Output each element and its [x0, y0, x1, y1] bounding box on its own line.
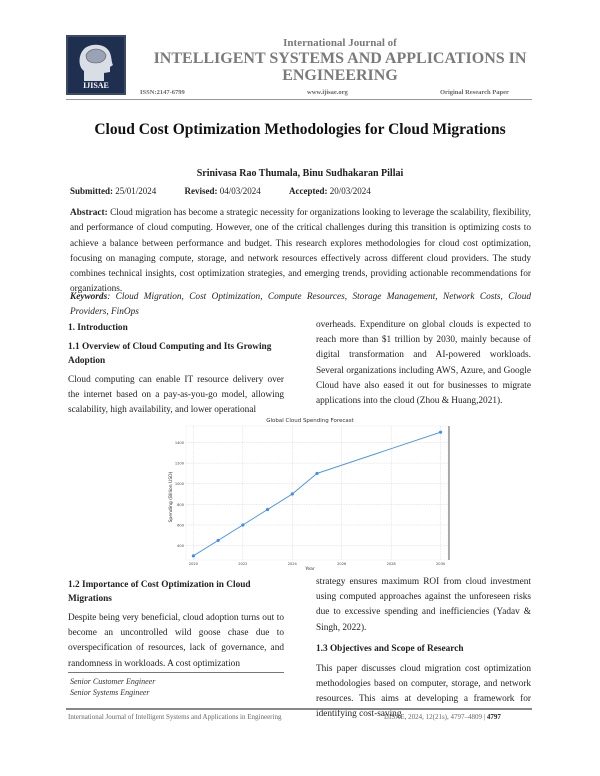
authors: Srinivasa Rao Thumala, Binu Sudhakaran Pillai: [196, 168, 404, 179]
journal-name-line2: ENGINEERING: [282, 67, 398, 84]
x-tick-label: 2020: [188, 562, 198, 566]
submitted-label: Submitted:: [70, 186, 114, 196]
website-link[interactable]: www.ijisae.org: [307, 89, 348, 96]
y-tick-label: 1200: [174, 461, 184, 466]
y-tick-label: 1400: [174, 440, 184, 445]
paragraph: This paper discusses cloud migration cost optimization methodologies based on computer, storage, and network resources. This aims at developing a framework for identifying cost-saving: [316, 663, 531, 720]
keywords-label: Keywords: [70, 292, 108, 302]
paragraph: overheads. Expenditure on global clouds is expected to reach more than $1 trillion by 2030, mainly because of digital transformation and AI-powered workloads. Several organizations including AWS, Azure, and Google Cloud have also eased it out for businesses to migrate applications into the cloud (Zhou & Huang,2021).: [316, 320, 531, 407]
submitted-date: 25/01/2024: [115, 186, 157, 196]
footnote: Senior Customer Engineer: [70, 677, 156, 686]
footnote: Senior Systems Engineer: [70, 688, 150, 697]
issn: ISSN:2147-6799: [140, 89, 185, 96]
accepted-label: Accepted:: [289, 186, 328, 196]
footer-divider: [66, 708, 532, 710]
intro-left: [68, 321, 284, 419]
x-tick-label: 2022: [238, 562, 248, 566]
accepted-date: 20/03/2024: [329, 186, 371, 196]
keywords-text: : Cloud Migration, Cost Optimization, Compute Resources, Storage Management, Network Costs, Cloud Providers, FinOps: [70, 292, 531, 318]
revised-label: Revised:: [184, 186, 218, 196]
brain-head-icon: [76, 41, 116, 83]
paragraph: strategy ensures maximum ROI from cloud investment using computed approaches against the unforeseen risks due to excessive spending and inefficiencies (Yadav & Singh, 2022).: [316, 577, 531, 633]
paper-title: Cloud Cost Optimization Methodologies for Cloud Migrations: [94, 121, 506, 138]
journal-logo: [66, 35, 126, 95]
data-point: [439, 431, 442, 434]
section-heading: 1.3 Objectives and Scope of Research: [316, 643, 464, 654]
series-line: [193, 432, 440, 556]
section-1-2: [68, 578, 284, 672]
y-tick-label: 800: [177, 502, 184, 507]
y-axis-label: Spending (Billion USD): [169, 471, 174, 523]
dates-row: [70, 186, 371, 196]
logo-text: IJISAE: [83, 81, 109, 90]
y-tick-label: 600: [177, 523, 184, 528]
abstract-label: Abstract:: [70, 208, 108, 218]
spending-forecast-chart: [160, 412, 460, 572]
data-point: [217, 539, 220, 542]
x-tick-label: 2024: [287, 562, 297, 566]
chart-title: Global Cloud Spending Forecast: [266, 418, 354, 424]
x-tick-label: 2030: [436, 562, 446, 566]
citation-text: IJISAE, 2024, 12(21s), 4797–4809 |: [384, 713, 486, 721]
header-divider: [66, 99, 532, 100]
journal-pre: International Journal of: [283, 37, 397, 49]
abstract-text: Cloud migration has become a strategic necessity for organizations looking to leverage the scalability, flexibility, and performance of cloud computing. However, one of the critical challenges during this transition is optimizing costs to achieve a balance between performance and budget. This research explores methodologies for cloud cost optimization, focusing on managing compute, storage, and network resources effectively across different cloud providers. The study combines technical insights, cost optimization strategies, and emerging trends, providing actionable recommendations for organizations.: [70, 208, 531, 295]
footnotes: [70, 676, 155, 698]
keywords: [70, 290, 531, 321]
y-tick-label: 1000: [174, 482, 184, 487]
section-heading: 1. Introduction: [68, 323, 128, 333]
footer-journal: International Journal of Intelligent Systems and Applications in Engineering: [68, 713, 282, 721]
data-point: [315, 472, 318, 475]
x-tick-label: 2026: [337, 562, 347, 566]
footer-citation: [384, 713, 501, 721]
data-point: [241, 523, 244, 526]
plot-area: [186, 426, 448, 560]
footnote-divider: [68, 672, 284, 673]
section-heading: 1.2 Importance of Cost Optimization in Cloud Migrations: [68, 580, 251, 604]
intro-right: [316, 318, 531, 409]
data-point: [192, 554, 195, 557]
journal-name-line1: INTELLIGENT SYSTEMS AND APPLICATIONS IN: [153, 50, 527, 67]
data-point: [291, 492, 294, 495]
data-point: [266, 508, 269, 511]
revised-date: 04/03/2024: [219, 186, 261, 196]
x-tick-label: 2028: [386, 562, 396, 566]
paragraph: Cloud computing can enable IT resource delivery over the internet based on a pay-as-you-go model, allowing scalability, high availability, and lower operational: [68, 375, 284, 416]
page-number: 4797: [486, 713, 501, 721]
paper-type: Original Research Paper: [440, 89, 509, 96]
y-tick-label: 400: [177, 544, 184, 549]
abstract: [70, 206, 531, 298]
section-heading: 1.1 Overview of Cloud Computing and Its Growing Adoption: [68, 342, 272, 366]
paragraph: Despite being very beneficial, cloud adoption turns out to become an uncontrolled wild goose chase due to overspecification of resources, lack of governance, and randomness in workloads. A cost optimization: [68, 613, 284, 669]
x-axis-label: Year: [305, 567, 315, 572]
section-1-2-cont: [316, 575, 531, 723]
